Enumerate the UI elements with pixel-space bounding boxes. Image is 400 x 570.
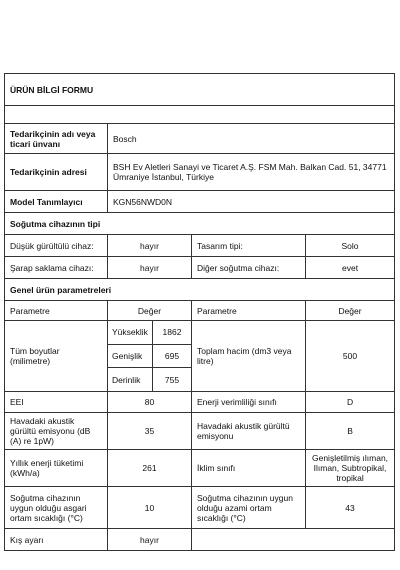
model-label: Model Tanımlayıcı	[5, 191, 108, 213]
other-cooling-label: Diğer soğutma cihazı:	[192, 257, 306, 279]
low-noise-row	[5, 235, 395, 257]
design-type-value: Solo	[306, 235, 395, 257]
min-temp-value: 10	[108, 487, 192, 529]
dimensions-table	[108, 321, 191, 391]
dimensions-row	[5, 321, 395, 392]
total-volume-value: 500	[306, 321, 395, 392]
energy-class-label: Enerji verimliliği sınıfı	[192, 392, 306, 413]
address-label: Tedarikçinin adresi	[5, 154, 108, 191]
spacer-row	[5, 106, 395, 124]
climate-value: Genişletilmiş ılıman, Ilıman, Subtropikal, tropikal	[306, 450, 395, 487]
max-temp-value: 43	[306, 487, 395, 529]
value-header-left: Değer	[108, 301, 192, 321]
model-value: KGN56NWD0N	[108, 191, 395, 213]
width-label: Genişlik	[108, 344, 153, 368]
supplier-label: Tedarikçinin adı veya ticari ünvanı	[5, 124, 108, 154]
design-type-label: Tasarım tipi:	[192, 235, 306, 257]
max-temp-label: Soğutma cihazının uygun olduğu azami ortam sıcaklığı (°C)	[192, 487, 306, 529]
address-value: BSH Ev Aletleri Sanayi ve Ticaret A.Ş. FSM Mah. Balkan Cad. 51, 34771 Ümraniye İstanbul, Türkiye	[108, 154, 395, 191]
climate-label: İklim sınıfı	[192, 450, 306, 487]
energy-class-value: D	[306, 392, 395, 413]
total-volume-label: Toplam hacim (dm3 veya litre)	[192, 321, 306, 392]
general-params-heading: Genel ürün parametreleri	[5, 279, 395, 301]
value-header-right: Değer	[306, 301, 395, 321]
depth-value: 755	[153, 368, 192, 391]
low-noise-value: hayır	[108, 235, 192, 257]
winter-row	[5, 529, 395, 551]
width-row	[108, 344, 191, 368]
param-header-row	[5, 301, 395, 321]
supplier-value: Bosch	[108, 124, 395, 154]
wine-label: Şarap saklama cihazı:	[5, 257, 108, 279]
product-info-table	[4, 73, 395, 551]
other-cooling-value: evet	[306, 257, 395, 279]
overall-dims-label: Tüm boyutlar (milimetre)	[5, 321, 108, 392]
eei-value: 80	[108, 392, 192, 413]
title-row	[5, 74, 395, 106]
noise-label: Havadaki akustik gürültü emisyonu (dB (A) re 1pW)	[5, 413, 108, 450]
height-row	[108, 321, 191, 344]
model-row	[5, 191, 395, 213]
height-label: Yükseklik	[108, 321, 153, 344]
height-value: 1862	[153, 321, 192, 344]
dimensions-cell	[108, 321, 192, 392]
param-header-right: Parametre	[192, 301, 306, 321]
width-value: 695	[153, 344, 192, 368]
form-title: ÜRÜN BİLGİ FORMU	[5, 74, 395, 106]
noise-class-value: B	[306, 413, 395, 450]
wine-value: hayır	[108, 257, 192, 279]
wine-row	[5, 257, 395, 279]
annual-energy-row	[5, 450, 395, 487]
annual-energy-value: 261	[108, 450, 192, 487]
min-temp-label: Soğutma cihazının uygun olduğu asgari ortam sıcaklığı (°C)	[5, 487, 108, 529]
noise-value: 35	[108, 413, 192, 450]
param-header-left: Parametre	[5, 301, 108, 321]
noise-row	[5, 413, 395, 450]
supplier-row	[5, 124, 395, 154]
eei-row	[5, 392, 395, 413]
cooling-type-heading-row	[5, 213, 395, 235]
general-params-heading-row	[5, 279, 395, 301]
winter-empty-cell	[192, 529, 395, 551]
noise-class-label: Havadaki akustik gürültü emisyonu	[192, 413, 306, 450]
depth-label: Derinlik	[112, 374, 141, 385]
annual-energy-label: Yıllık enerji tüketimi (kWh/a)	[5, 450, 108, 487]
depth-row	[108, 368, 191, 391]
winter-label: Kış ayarı	[5, 529, 108, 551]
eei-label: EEI	[5, 392, 108, 413]
ambient-temp-row	[5, 487, 395, 529]
address-row	[5, 154, 395, 191]
winter-value: hayır	[108, 529, 192, 551]
low-noise-label: Düşük gürültülü cihaz:	[5, 235, 108, 257]
cooling-type-heading: Soğutma cihazının tipi	[5, 213, 395, 235]
